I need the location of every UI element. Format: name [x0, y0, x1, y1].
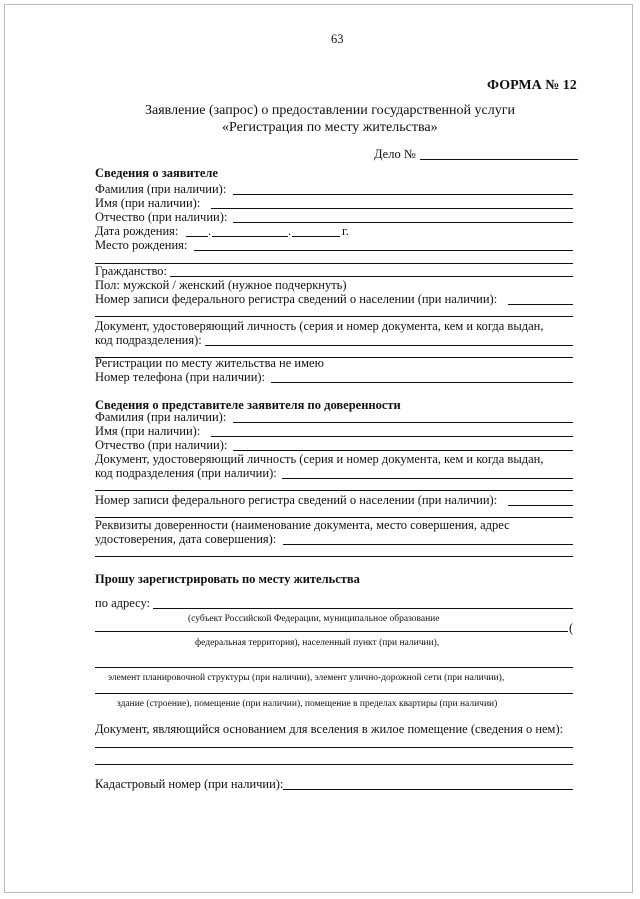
applicant-name-label: Имя (при наличии): [95, 196, 201, 210]
address-hint-2: федеральная территория), населенный пункт (при наличии), [195, 638, 440, 648]
applicant-name-field[interactable] [211, 208, 573, 209]
representative-name-field[interactable] [211, 436, 573, 437]
representative-id-document-label: Документ, удостоверяющий личность (серия и номер документа, кем и когда выдан, [95, 452, 544, 466]
representative-poa-label: Реквизиты доверенности (наименование документа, место совершения, адрес [95, 518, 510, 532]
applicant-surname-label: Фамилия (при наличии): [95, 182, 227, 196]
case-number-field[interactable] [420, 159, 578, 160]
applicant-patronymic-label: Отчество (при наличии): [95, 210, 228, 224]
applicant-birth-place-label: Место рождения: [95, 238, 188, 252]
address-field-4[interactable] [95, 693, 573, 694]
birth-day-field[interactable] [186, 236, 208, 237]
form-title-line2: «Регистрация по месту жительства» [222, 120, 438, 135]
form-number: ФОРМА № 12 [487, 78, 577, 93]
applicant-sex[interactable]: Пол: мужской / женский (нужное подчеркнуть) [95, 278, 347, 292]
request-heading: Прошу зарегистрировать по месту жительства [95, 572, 360, 586]
applicant-citizenship-label: Гражданство: [95, 264, 168, 278]
representative-heading: Сведения о представителе заявителя по доверенности [95, 398, 401, 412]
form-title-line1: Заявление (запрос) о предоставлении государственной услуги [145, 103, 515, 118]
applicant-birth-place-field[interactable] [194, 250, 573, 251]
representative-patronymic-label: Отчество (при наличии): [95, 438, 228, 452]
applicant-phone-label: Номер телефона (при наличии): [95, 370, 266, 384]
basis-document-label: Документ, являющийся основанием для вселения в жилое помещение (сведения о нем): [95, 722, 564, 736]
representative-surname-label: Фамилия (при наличии): [95, 410, 227, 424]
address-paren: ( [569, 621, 574, 635]
cadastral-number-label: Кадастровый номер (при наличии): [95, 777, 284, 791]
applicant-federal-register-field-2[interactable] [95, 316, 573, 317]
applicant-surname-field[interactable] [233, 194, 573, 195]
applicant-id-document-label-2: код подразделения): [95, 333, 202, 347]
representative-poa-label-2: удостоверения, дата совершения): [95, 532, 277, 546]
representative-name-label: Имя (при наличии): [95, 424, 201, 438]
address-field-3[interactable] [95, 667, 573, 668]
applicant-no-registration[interactable]: Регистрации по месту жительства не имею [95, 356, 324, 370]
cadastral-number-field[interactable] [283, 789, 573, 790]
representative-federal-register-label: Номер записи федерального регистра сведений о населении (при наличии): [95, 493, 498, 507]
address-label: по адресу: [95, 596, 151, 610]
basis-document-field-1[interactable] [95, 747, 573, 748]
birth-year-field[interactable] [292, 236, 340, 237]
page-number: 63 [331, 32, 344, 46]
representative-poa-field[interactable] [283, 544, 573, 545]
applicant-birth-date-label: Дата рождения: [95, 224, 179, 238]
birth-date-dot: . [208, 224, 212, 238]
case-number-label: Дело № [374, 147, 416, 161]
address-hint-3: элемент планировочной структуры (при наличии), элемент улично-дорожной сети (при наличии), [108, 673, 505, 683]
applicant-id-document-field[interactable] [205, 345, 573, 346]
basis-document-field-2[interactable] [95, 764, 573, 765]
applicant-patronymic-field[interactable] [233, 222, 573, 223]
representative-id-document-label-2: код подразделения (при наличии): [95, 466, 277, 480]
applicant-heading: Сведения о заявителе [95, 166, 218, 180]
birth-month-field[interactable] [212, 236, 288, 237]
birth-date-dot: . [288, 224, 292, 238]
address-field-1[interactable] [153, 608, 573, 609]
address-hint-1: (субъект Российской Федерации, муниципальное образование [188, 614, 440, 624]
representative-patronymic-field[interactable] [233, 450, 573, 451]
applicant-phone-field[interactable] [271, 382, 573, 383]
representative-poa-field-2[interactable] [95, 556, 573, 557]
birth-year-suffix: г. [342, 224, 349, 238]
address-hint-4: здание (строение), помещение (при наличии), помещение в пределах квартиры (при наличии) [117, 699, 498, 709]
address-field-2[interactable] [95, 631, 568, 632]
applicant-federal-register-label: Номер записи федерального регистра сведений о населении (при наличии): [95, 292, 498, 306]
representative-id-document-field[interactable] [282, 478, 573, 479]
applicant-federal-register-field[interactable] [508, 304, 573, 305]
representative-id-document-field-2[interactable] [95, 490, 573, 491]
applicant-id-document-label: Документ, удостоверяющий личность (серия и номер документа, кем и когда выдан, [95, 319, 544, 333]
representative-surname-field[interactable] [233, 422, 573, 423]
applicant-citizenship-field[interactable] [170, 276, 573, 277]
representative-federal-register-field[interactable] [508, 505, 573, 506]
